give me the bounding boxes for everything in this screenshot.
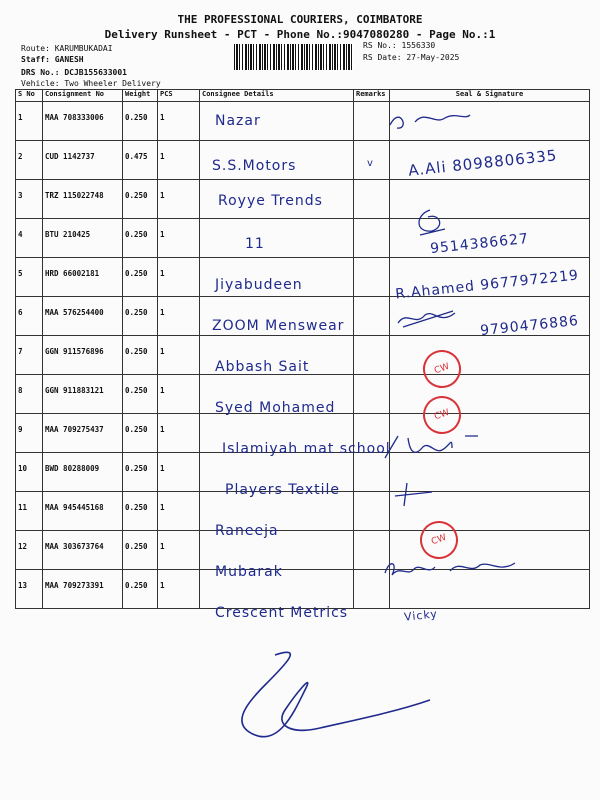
row-remarks-cell bbox=[354, 492, 390, 531]
signature-scribble bbox=[395, 305, 460, 330]
row-sno: 8 bbox=[16, 375, 43, 414]
col-header-remarks: Remarks bbox=[354, 90, 390, 102]
barcode bbox=[234, 44, 354, 70]
row-weight: 0.250 bbox=[123, 492, 158, 531]
row-sno: 12 bbox=[16, 531, 43, 570]
signature-scribble bbox=[380, 428, 480, 463]
row-pcs: 1 bbox=[158, 375, 200, 414]
consignee-handwriting: Mubarak bbox=[215, 564, 283, 580]
row-sno: 3 bbox=[16, 180, 43, 219]
consignee-handwriting: Raneeja bbox=[215, 523, 279, 539]
row-pcs: 1 bbox=[158, 570, 200, 609]
row-weight: 0.250 bbox=[123, 336, 158, 375]
row-consignment-no: MAA 576254400 bbox=[43, 297, 123, 336]
delivery-stamp: CW bbox=[415, 516, 464, 565]
row-signature-cell bbox=[390, 375, 590, 414]
row-pcs: 1 bbox=[158, 219, 200, 258]
row-consignment-no: MAA 303673764 bbox=[43, 531, 123, 570]
row-weight: 0.250 bbox=[123, 258, 158, 297]
document-subtitle: Delivery Runsheet - PCT - Phone No.:9047080280 - Page No.:1 bbox=[104, 28, 496, 41]
signature-handwriting: A.Ali 8098806335 bbox=[407, 146, 559, 180]
consignee-handwriting: Islamiyah mat school bbox=[222, 441, 391, 457]
row-sno: 2 bbox=[16, 141, 43, 180]
row-signature-cell bbox=[390, 336, 590, 375]
signature-scribble bbox=[380, 553, 520, 581]
remarks-handwriting: v bbox=[367, 158, 374, 169]
row-sno: 13 bbox=[16, 570, 43, 609]
consignee-handwriting: 11 bbox=[245, 236, 265, 252]
row-sno: 7 bbox=[16, 336, 43, 375]
row-remarks-cell bbox=[354, 297, 390, 336]
row-sno: 1 bbox=[16, 102, 43, 141]
row-pcs: 1 bbox=[158, 414, 200, 453]
signature-scribble bbox=[225, 640, 435, 750]
row-pcs: 1 bbox=[158, 297, 200, 336]
drs-number: DRS No.: DCJB155633001 bbox=[21, 68, 127, 77]
staff-label: Staff: GANESH bbox=[21, 55, 84, 64]
row-pcs: 1 bbox=[158, 453, 200, 492]
consignee-handwriting: Abbash Sait bbox=[215, 359, 310, 375]
row-weight: 0.475 bbox=[123, 141, 158, 180]
row-consignment-no: MAA 709275437 bbox=[43, 414, 123, 453]
row-pcs: 1 bbox=[158, 102, 200, 141]
row-remarks-cell bbox=[354, 375, 390, 414]
row-weight: 0.250 bbox=[123, 297, 158, 336]
row-weight: 0.250 bbox=[123, 219, 158, 258]
row-weight: 0.250 bbox=[123, 375, 158, 414]
row-sno: 4 bbox=[16, 219, 43, 258]
consignee-handwriting: Crescent Metrics bbox=[215, 605, 349, 621]
row-consignment-no: GGN 911576896 bbox=[43, 336, 123, 375]
consignee-handwriting: Syed Mohamed bbox=[215, 400, 336, 416]
rs-date: RS Date: 27-May-2025 bbox=[363, 53, 460, 62]
consignee-handwriting: Royye Trends bbox=[218, 193, 323, 209]
row-remarks-cell bbox=[354, 258, 390, 297]
rs-number: RS No.: 1556330 bbox=[363, 41, 436, 50]
row-consignment-no: MAA 945445168 bbox=[43, 492, 123, 531]
row-remarks-cell bbox=[354, 336, 390, 375]
row-consignee-cell bbox=[200, 219, 354, 258]
consignee-handwriting: Jiyabudeen bbox=[215, 277, 303, 293]
row-weight: 0.250 bbox=[123, 180, 158, 219]
delivery-stamp: CW bbox=[418, 391, 467, 440]
row-sno: 10 bbox=[16, 453, 43, 492]
col-header-details: Consignee Details bbox=[200, 90, 354, 102]
col-header-sno: S No bbox=[16, 90, 43, 102]
row-weight: 0.250 bbox=[123, 570, 158, 609]
row-sno: 9 bbox=[16, 414, 43, 453]
signature-handwriting: Vicky bbox=[403, 607, 439, 624]
vehicle-label: Vehicle: Two Wheeler Delivery bbox=[21, 79, 161, 88]
row-remarks-cell bbox=[354, 219, 390, 258]
signature-handwriting: R.Ahamed 9677972219 bbox=[394, 267, 580, 303]
table-header-row bbox=[16, 90, 590, 102]
row-weight: 0.250 bbox=[123, 531, 158, 570]
delivery-stamp: CW bbox=[418, 345, 467, 394]
row-consignment-no: MAA 708333006 bbox=[43, 102, 123, 141]
consignee-handwriting: Players Textile bbox=[225, 482, 341, 498]
signature-scribble bbox=[385, 100, 475, 140]
route-label: Route: KARUMBUKADAI bbox=[21, 44, 113, 53]
row-pcs: 1 bbox=[158, 336, 200, 375]
row-consignment-no: MAA 709273391 bbox=[43, 570, 123, 609]
row-consignment-no: BWD 80288009 bbox=[43, 453, 123, 492]
col-header-weight: Weight bbox=[123, 90, 158, 102]
document-title: THE PROFESSIONAL COURIERS, COIMBATORE bbox=[177, 13, 423, 26]
signature-handwriting: 9790476886 bbox=[479, 312, 580, 340]
consignee-handwriting: ZOOM Menswear bbox=[212, 318, 345, 334]
row-sno: 6 bbox=[16, 297, 43, 336]
col-header-pcs: PCS bbox=[158, 90, 200, 102]
row-weight: 0.250 bbox=[123, 102, 158, 141]
row-weight: 0.250 bbox=[123, 453, 158, 492]
table-row bbox=[16, 102, 590, 141]
signature-scribble bbox=[410, 205, 450, 240]
signature-handwriting: 9514386627 bbox=[429, 230, 530, 258]
row-pcs: 1 bbox=[158, 258, 200, 297]
consignee-handwriting: Nazar bbox=[215, 113, 261, 129]
col-header-consignment: Consignment No bbox=[43, 90, 123, 102]
row-pcs: 1 bbox=[158, 141, 200, 180]
row-consignment-no: CUD 1142737 bbox=[43, 141, 123, 180]
row-weight: 0.250 bbox=[123, 414, 158, 453]
row-pcs: 1 bbox=[158, 492, 200, 531]
row-consignment-no: TRZ 115022748 bbox=[43, 180, 123, 219]
consignee-handwriting: S.S.Motors bbox=[212, 158, 297, 174]
row-pcs: 1 bbox=[158, 180, 200, 219]
row-sno: 5 bbox=[16, 258, 43, 297]
col-header-signature: Seal & Signature bbox=[390, 90, 590, 102]
row-sno: 11 bbox=[16, 492, 43, 531]
row-pcs: 1 bbox=[158, 531, 200, 570]
row-remarks-cell bbox=[354, 180, 390, 219]
row-consignment-no: GGN 911883121 bbox=[43, 375, 123, 414]
row-consignment-no: HRD 66002181 bbox=[43, 258, 123, 297]
signature-scribble bbox=[392, 478, 442, 508]
row-consignment-no: BTU 210425 bbox=[43, 219, 123, 258]
